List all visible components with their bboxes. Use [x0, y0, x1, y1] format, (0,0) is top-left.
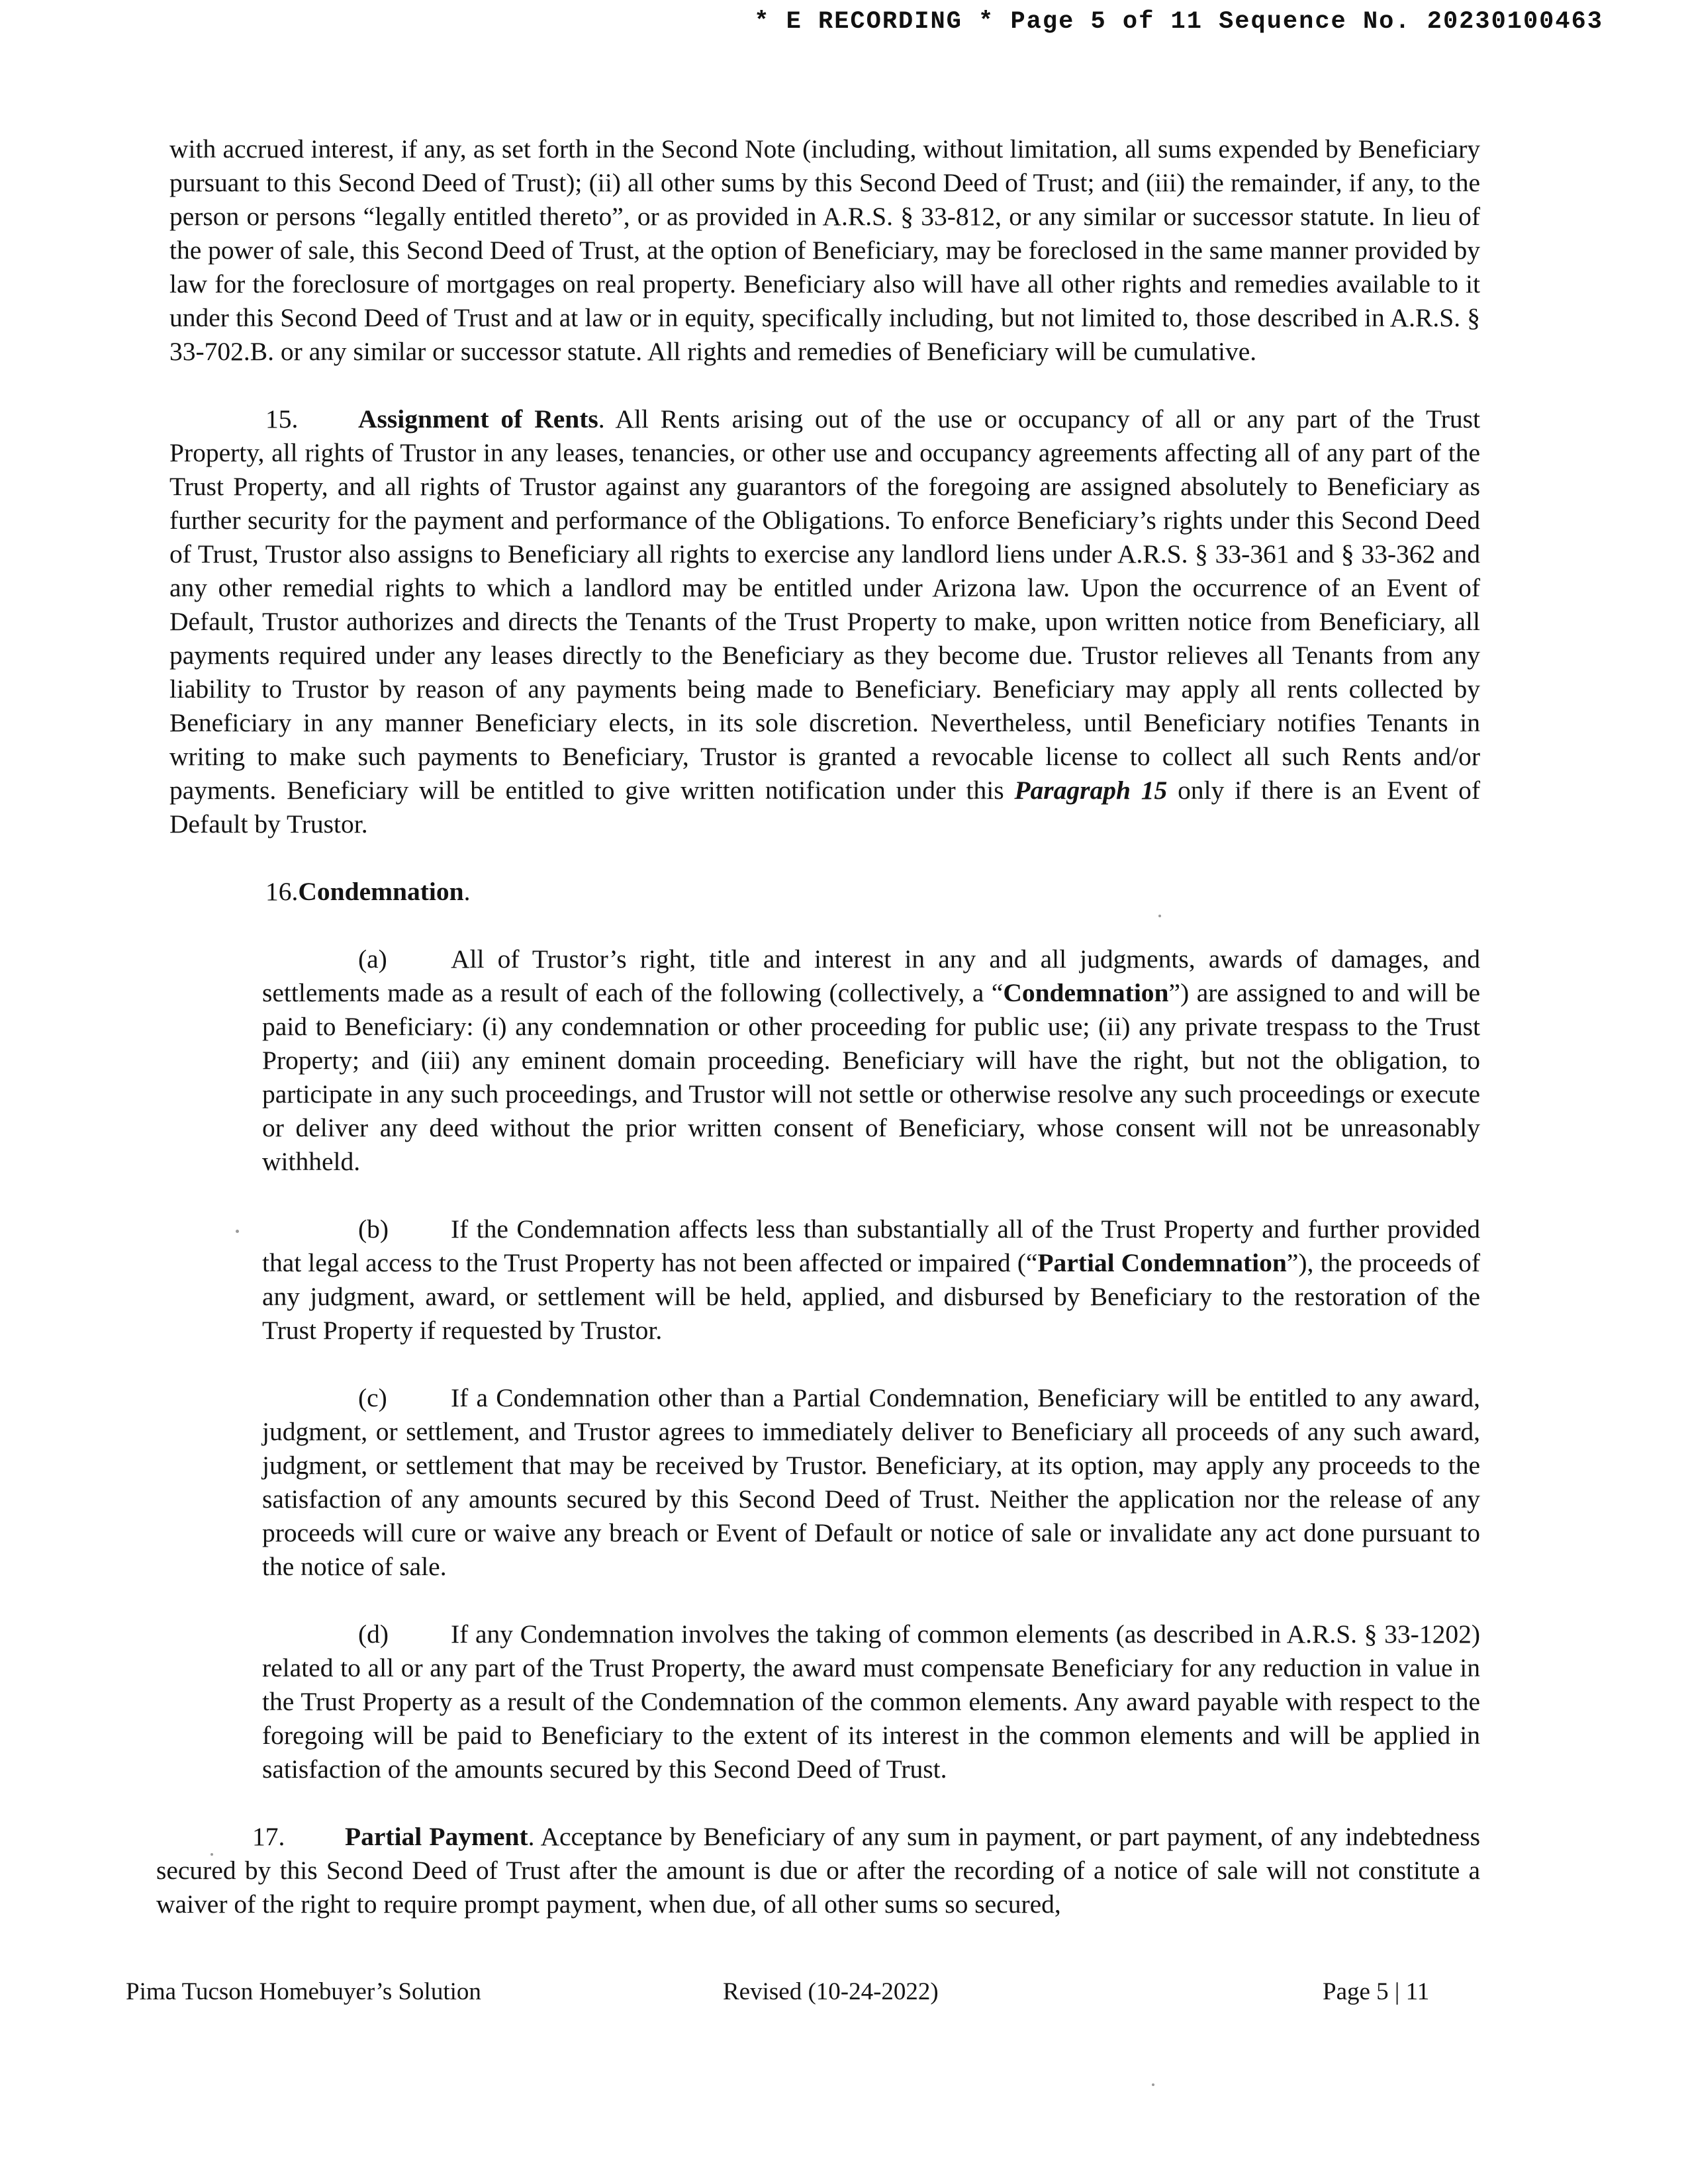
subsection-text: All of Trustor’s right, title and interest in any and all judgments, awards of damages, and settlements made as a result of each of the following (collectively, a “: [262, 944, 1480, 1007]
subsection-16a: [262, 942, 1480, 1179]
section-number: 16.: [265, 877, 299, 906]
subsection-16b: [262, 1212, 1480, 1347]
document-body: [156, 132, 1480, 1921]
subsection-label: (a): [358, 944, 387, 974]
scan-speck: [211, 1853, 213, 1856]
subsection-label: (b): [358, 1214, 389, 1244]
footer-page-number: Page 5 | 11: [1323, 1978, 1430, 2005]
scan-speck: [1152, 2083, 1154, 2086]
subsection-text-end: ”) are assigned to and will be paid to Beneficiary: (i) any condemnation or other proceeding for public use; (ii) any private trespass to the Trust Property; and (iii) any eminent domain proceeding. Beneficiary will have the right, but not the obligation, to participate in any such proceedings, and Trustor will not settle or otherwise resolve any such proceedings or execute or deliver any deed without the prior written consent of Beneficiary, whose consent will not be unreasonably withheld.: [262, 978, 1480, 1176]
subsection-label: (c): [358, 1383, 387, 1412]
scan-speck: [236, 1230, 239, 1233]
section-number: 15.: [265, 404, 299, 433]
section-number: 17.: [252, 1822, 285, 1851]
section-16-heading: [169, 875, 1480, 909]
subsection-text: If the Condemnation affects less than substantially all of the Trust Property and further provided that legal access to the Trust Property has not been affected or impaired (“: [262, 1214, 1480, 1277]
section-text: . All Rents arising out of the use or occupancy of all or any part of the Trust Property, all rights of Trustor in any leases, tenancies, or other use and occupancy agreements affecting all of any part of the Trust Property, and all rights of Trustor against any guarantors of the foregoing are assigned absolutely to Beneficiary as further security for the payment and performance of the Obligations. To enforce Beneficiary’s rights under this Second Deed of Trust, Trustor also assigns to Beneficiary all rights to exercise any landlord liens under A.R.S. § 33-361 and § 33-362 and any other remedial rights to which a landlord may be entitled under Arizona law. Upon the occurrence of an Event of Default, Trustor authorizes and directs the Tenants of the Trust Property to make, upon written notice from Beneficiary, all payments required under any leases directly to the Beneficiary as they become due. Trustor relieves all Tenants from any liability to Trustor by reason of any payments being made to Beneficiary. Beneficiary may apply all rents collected by Beneficiary in any manner Beneficiary elects, in its sole discretion. Nevertheless, until Beneficiary notifies Tenants in writing to make such payments to Beneficiary, Trustor is granted a revocable license to collect all such Rents and/or payments. Beneficiary will be entitled to give written notification under this: [169, 404, 1480, 805]
heading-period: .: [463, 877, 471, 906]
section-heading: Assignment of Rents: [358, 404, 598, 433]
section-heading: Partial Payment: [345, 1822, 528, 1851]
scan-speck: [1158, 915, 1161, 917]
subsection-text: If any Condemnation involves the taking of common elements (as described in A.R.S. § 33-1202) related to all or any part of the Trust Property, the award must compensate Beneficiary for any reduction in value in the Trust Property as a result of the Condemnation of the common elements. Any award payable with respect to the foregoing will be paid to Beneficiary to the extent of its interest in the common elements and will be applied in satisfaction of the amounts secured by this Second Deed of Trust.: [262, 1619, 1480, 1784]
footer-revision-date: Revised (10-24-2022): [723, 1978, 939, 2005]
defined-term: Condemnation: [1003, 978, 1169, 1007]
section-text: . Acceptance by Beneficiary of any sum in payment, or part payment, of any indebtedness secured by this Second Deed of Trust after the amount is due or after the recording of a notice of sale will not constitute a waiver of the right to require prompt payment, when due, of all other sums so secured,: [156, 1822, 1480, 1919]
section-15: [169, 402, 1480, 841]
subsection-text-end: ”), the proceeds of any judgment, award, or settlement will be held, applied, and disbursed by Beneficiary to the restoration of the Trust Property if requested by Trustor.: [262, 1248, 1480, 1345]
section-17: [156, 1820, 1480, 1921]
recording-header: * E RECORDING * Page 5 of 11 Sequence No. 20230100463: [754, 8, 1603, 36]
subsection-16c: [262, 1381, 1480, 1584]
subsection-text: If a Condemnation other than a Partial Condemnation, Beneficiary will be entitled to any award, judgment, or settlement, and Trustor agrees to immediately deliver to Beneficiary all proceeds of any such award, judgment, or settlement that may be received by Trustor. Beneficiary, at its option, may apply any proceeds to the satisfaction of any amounts secured by this Second Deed of Trust. Neither the application nor the release of any proceeds will cure or waive any breach or Event of Default or notice of sale or invalidate any act done pursuant to the notice of sale.: [262, 1383, 1480, 1581]
section-heading: Condemnation: [298, 877, 464, 906]
section-text-end: only if there is an Event of Default by Trustor.: [169, 776, 1480, 839]
paragraph-reference: Paragraph 15: [1014, 776, 1168, 805]
subsection-16d: [262, 1617, 1480, 1786]
subsection-label: (d): [358, 1619, 389, 1649]
defined-term: Partial Condemnation: [1037, 1248, 1287, 1277]
intro-paragraph: with accrued interest, if any, as set forth in the Second Note (including, without limitation, all sums expended by Beneficiary pursuant to this Second Deed of Trust); (ii) all other sums by this Second Deed of Trust; and (iii) the remainder, if any, to the person or persons “legally entitled thereto”, or as provided in A.R.S. § 33-812, or any similar or successor statute. In lieu of the power of sale, this Second Deed of Trust, at the option of Beneficiary, may be foreclosed in the same manner provided by law for the foreclosure of mortgages on real property. Beneficiary also will have all other rights and remedies available to it under this Second Deed of Trust and at law or in equity, specifically including, but not limited to, those described in A.R.S. § 33-702.B. or any similar or successor statute. All rights and remedies of Beneficiary will be cumulative.: [169, 134, 1480, 366]
footer-program-name: Pima Tucson Homebuyer’s Solution: [126, 1978, 481, 2005]
